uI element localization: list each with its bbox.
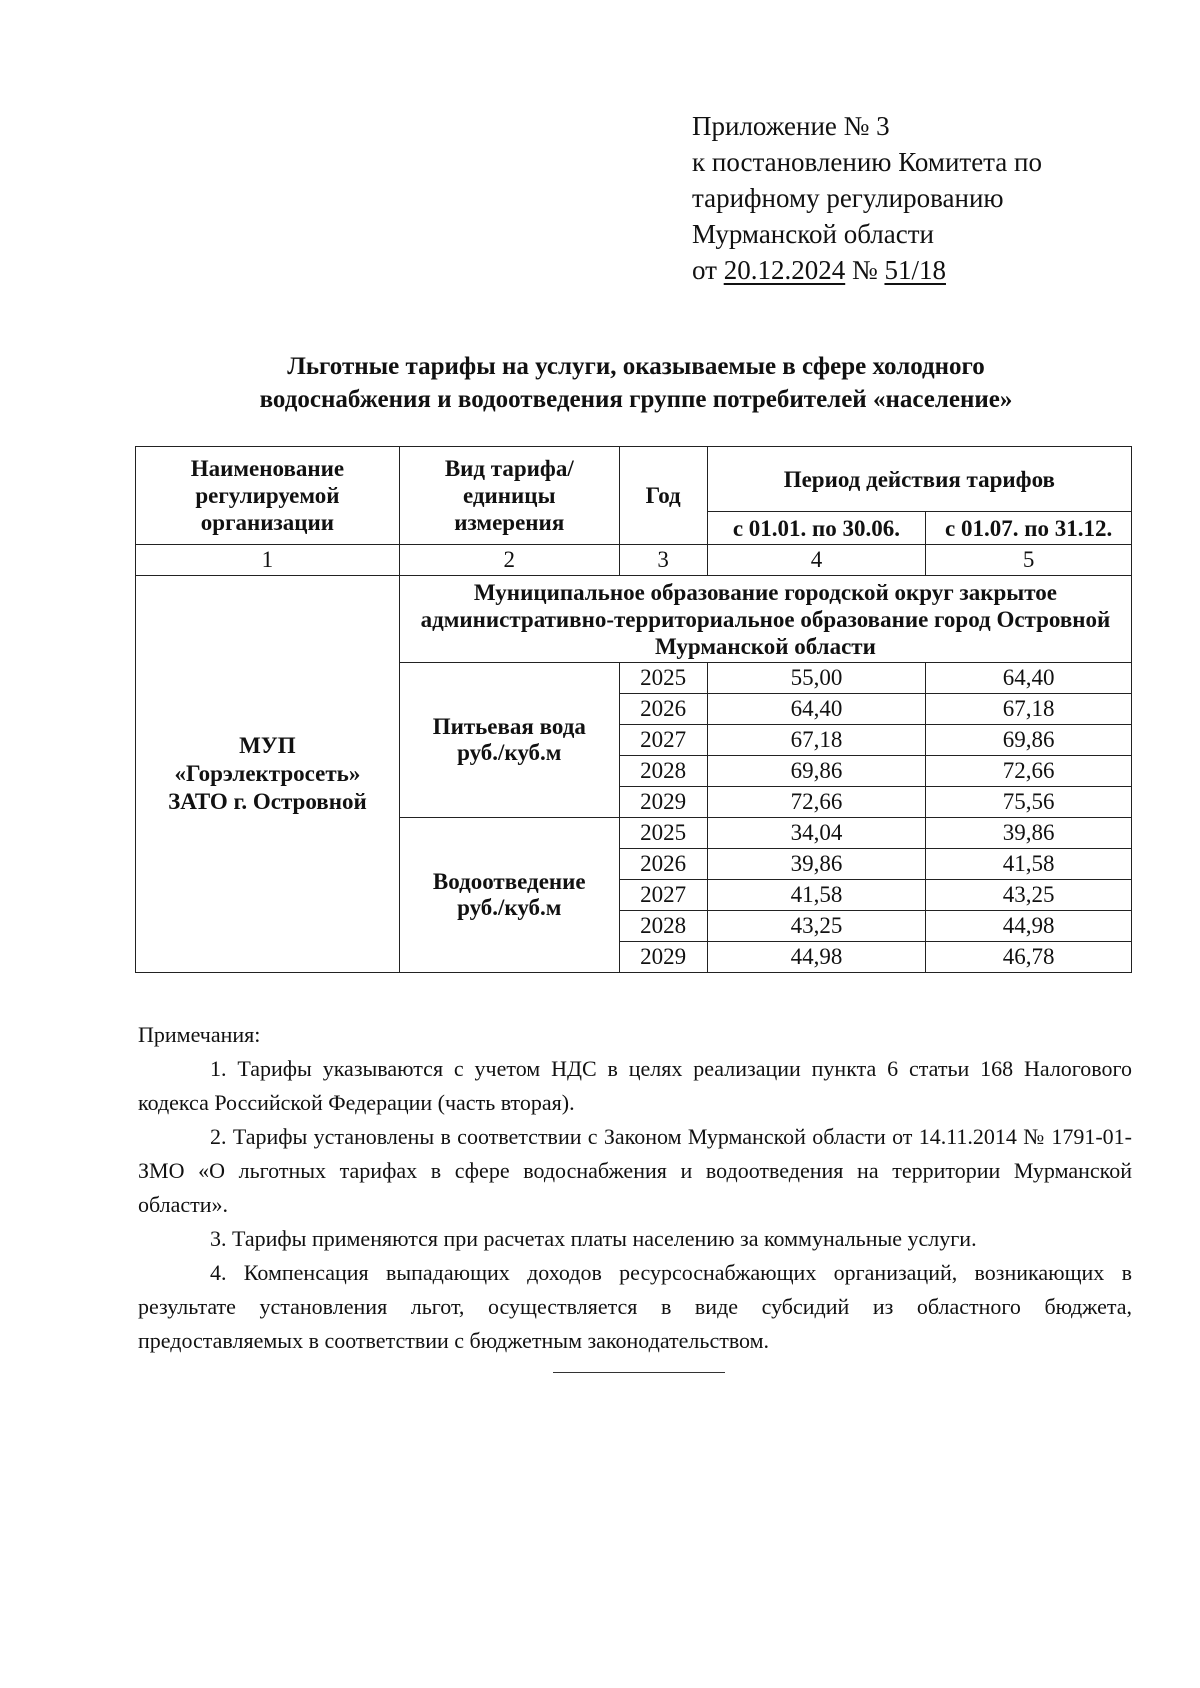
title-line-2: водоснабжения и водоотведения группе потребителей «население» [259, 386, 1013, 413]
header-year: Год [619, 447, 707, 545]
service-name: Водоотведение [432, 869, 586, 894]
service-unit: руб./куб.м [457, 895, 562, 920]
note-item: 2. Тарифы установлены в соответствии с Законом Мурманской области от 14.11.2014 № 1791-01-ЗМО «О льготных тарифах в сфере водоснабжения и водоотведения на территории Мурманской области». [138, 1124, 1132, 1217]
appendix-line-1: Приложение № 3 [692, 111, 890, 141]
header-organization: Наименование регулируемой организации [136, 447, 400, 545]
column-number: 5 [926, 545, 1132, 576]
service-cell-wastewater [399, 818, 619, 973]
column-number-row [136, 545, 1132, 576]
tariff-period-1-cell: 43,25 [707, 911, 926, 942]
tariff-period-1-cell: 69,86 [707, 756, 926, 787]
appendix-line-2: к постановлению Комитета по [692, 147, 1042, 177]
note-item: 3. Тарифы применяются при расчетах платы населению за коммунальные услуги. [210, 1226, 977, 1251]
appendix-date-line [692, 252, 1042, 288]
header-period: Период действия тарифов [707, 447, 1131, 512]
title-line-1: Льготные тарифы на услуги, оказываемые в сфере холодного [287, 353, 985, 380]
tariff-period-1-cell: 72,66 [707, 787, 926, 818]
organization-line-2: «Горэлектросеть» [174, 761, 361, 786]
tariff-period-1-cell: 41,58 [707, 880, 926, 911]
note-item: 4. Компенсация выпадающих доходов ресурсоснабжающих организаций, возникающих в результате установления льгот, осуществляется в виде субсидий из областного бюджета, предоставляемых в соответствии с бюджетным законодательством. [138, 1260, 1132, 1353]
tariff-table [135, 446, 1132, 973]
tariff-period-1-cell: 39,86 [707, 849, 926, 880]
year-cell: 2026 [619, 694, 707, 725]
tariff-period-1-cell: 67,18 [707, 725, 926, 756]
tariff-period-1-cell: 55,00 [707, 663, 926, 694]
appendix-line-3: тарифному регулированию [692, 183, 1004, 213]
tariff-period-2-cell: 44,98 [926, 911, 1132, 942]
tariff-period-2-cell: 39,86 [926, 818, 1132, 849]
organization-line-1: МУП [239, 733, 296, 758]
tariff-period-1-cell: 34,04 [707, 818, 926, 849]
year-cell: 2025 [619, 663, 707, 694]
year-cell: 2027 [619, 880, 707, 911]
note-item: 1. Тарифы указываются с учетом НДС в целях реализации пункта 6 статьи 168 Налогового кодекса Российской Федерации (часть вторая). [138, 1056, 1132, 1115]
year-cell: 2029 [619, 942, 707, 973]
year-cell: 2028 [619, 756, 707, 787]
date-prefix: от [692, 255, 724, 285]
resolution-date: 20.12.2024 [723, 255, 846, 285]
column-number: 4 [707, 545, 926, 576]
resolution-number: 51/18 [884, 255, 946, 285]
notes-heading: Примечания: [138, 1022, 261, 1047]
tariff-period-2-cell: 41,58 [926, 849, 1132, 880]
year-cell: 2028 [619, 911, 707, 942]
service-name: Питьевая вода [432, 714, 586, 739]
column-number: 3 [619, 545, 707, 576]
tariff-period-2-cell: 64,40 [926, 663, 1132, 694]
closing-divider [553, 1372, 725, 1373]
year-cell: 2029 [619, 787, 707, 818]
service-unit: руб./куб.м [457, 740, 562, 765]
tariff-period-1-cell: 64,40 [707, 694, 926, 725]
number-prefix: № [845, 255, 885, 285]
year-cell: 2027 [619, 725, 707, 756]
appendix-block [692, 108, 1042, 288]
column-number: 1 [136, 545, 400, 576]
header-tariff-type: Вид тарифа/единицы измерения [399, 447, 619, 545]
notes-section [138, 1018, 1132, 1358]
year-cell: 2026 [619, 849, 707, 880]
service-cell-drinking-water [399, 663, 619, 818]
tariff-period-2-cell: 43,25 [926, 880, 1132, 911]
tariff-period-2-cell: 75,56 [926, 787, 1132, 818]
year-cell: 2025 [619, 818, 707, 849]
organization-cell [136, 576, 400, 973]
tariff-period-2-cell: 69,86 [926, 725, 1132, 756]
tariff-period-1-cell: 44,98 [707, 942, 926, 973]
header-period-1: с 01.01. по 30.06. [707, 512, 926, 545]
tariff-period-2-cell: 67,18 [926, 694, 1132, 725]
municipality-cell: Муниципальное образование городской округ закрытое административно-территориальное образование город Островной Мурманской области [399, 576, 1131, 663]
organization-line-3: ЗАТО г. Островной [168, 789, 367, 814]
tariff-period-2-cell: 72,66 [926, 756, 1132, 787]
column-number: 2 [399, 545, 619, 576]
appendix-line-4: Мурманской области [692, 219, 934, 249]
tariff-period-2-cell: 46,78 [926, 942, 1132, 973]
document-title [130, 350, 1142, 416]
header-period-2: с 01.07. по 31.12. [926, 512, 1132, 545]
